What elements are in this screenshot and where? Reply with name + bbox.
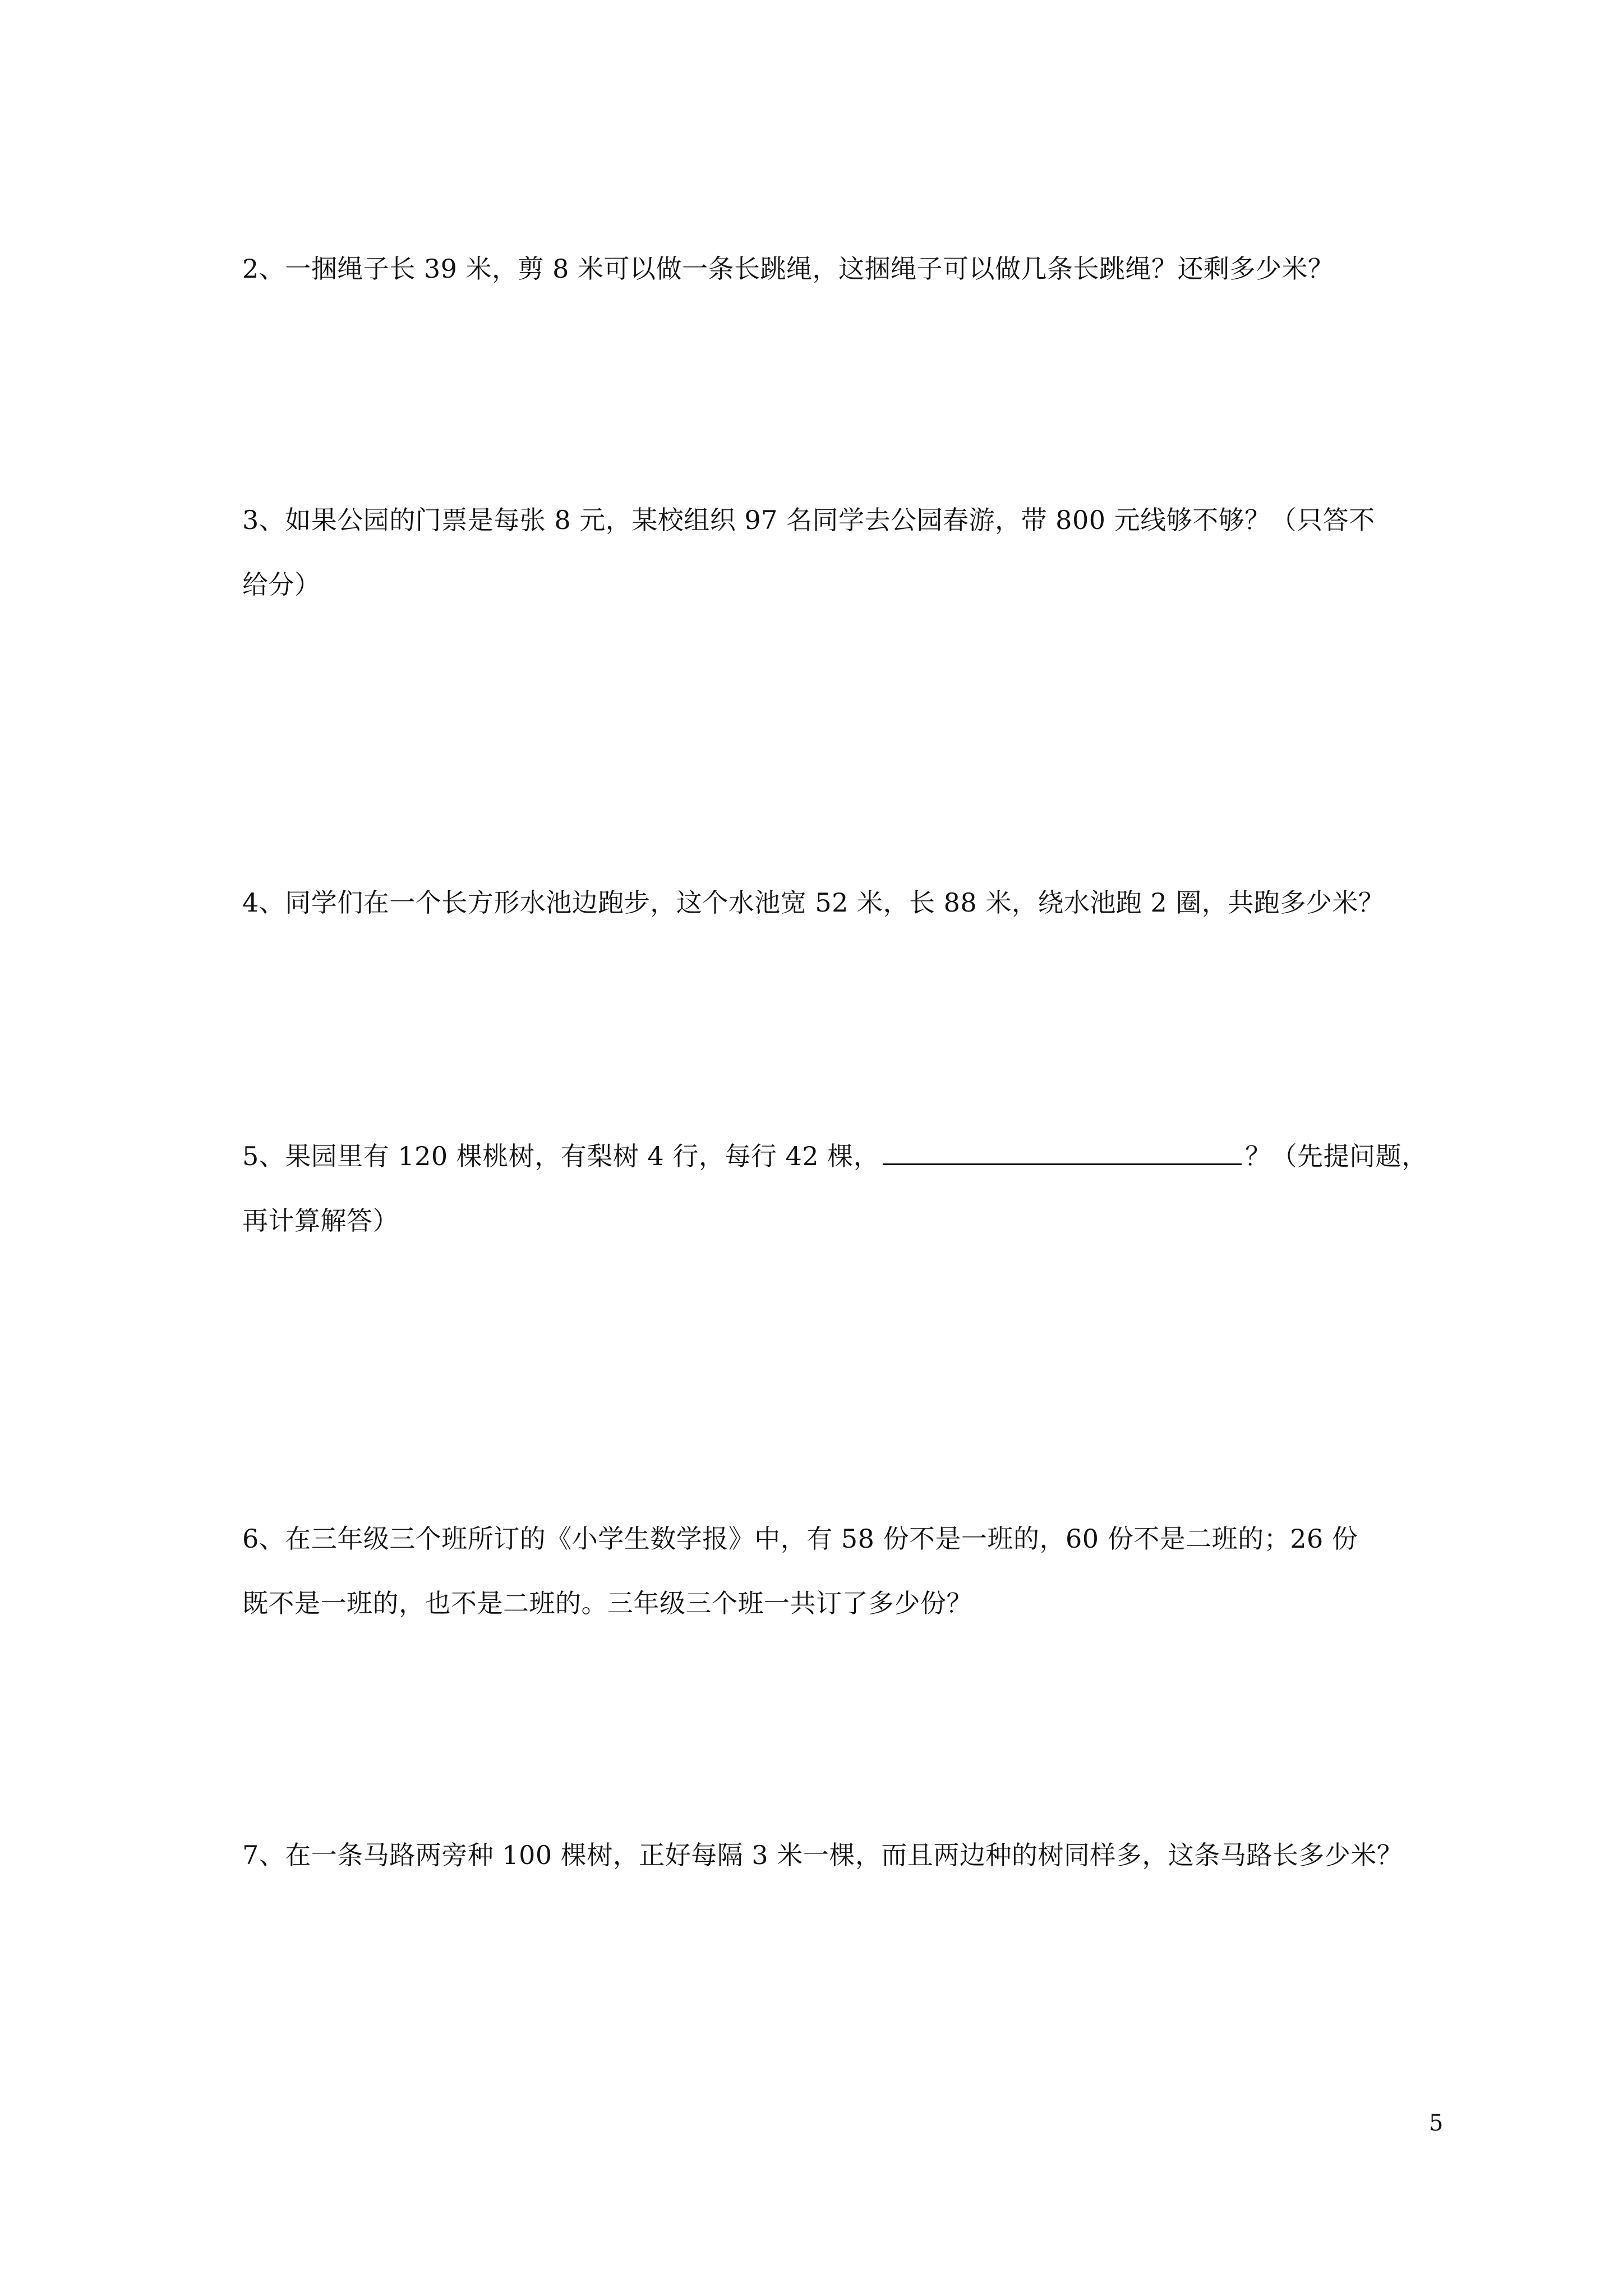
question-5-text-after-blank: ？（先提问题，: [1245, 1141, 1428, 1171]
question-6: [242, 1507, 1459, 1636]
question-4: [242, 871, 1459, 935]
answer-blank[interactable]: [883, 1141, 1242, 1165]
question-2-line-1: 2、一捆绳子长 39 米，剪 8 米可以做一条长跳绳，这捆绳子可以做几条长跳绳？还剩多少米？: [242, 254, 1334, 284]
question-5-text-before-blank: 5、果园里有 120 棵桃树，有梨树 4 行，每行 42 棵，: [242, 1141, 880, 1171]
question-7: [242, 1823, 1459, 1888]
question-6-line-1: 6、在三年级三个班所订的《小学生数学报》中，有 58 份不是一班的，60 份不是二班的；26 份: [242, 1524, 1358, 1554]
question-5-line-1: [242, 1124, 1459, 1189]
question-2: [242, 237, 1459, 301]
question-5: [242, 1124, 1459, 1253]
question-5-line-2: 再计算解答）: [242, 1205, 399, 1236]
question-3-line-1: 3、如果公园的门票是每张 8 元，某校组织 97 名同学去公园春游，带 800 元线够不够？（只答不: [242, 505, 1375, 535]
question-4-line-1: 4、同学们在一个长方形水池边跑步，这个水池宽 52 米，长 88 米，绕水池跑 2 圈，共跑多少米？: [242, 887, 1385, 918]
page-number: 5: [1429, 2110, 1444, 2136]
question-3-line-2: 给分）: [242, 569, 321, 600]
question-6-line-2: 既不是一班的，也不是二班的。三年级三个班一共订了多少份？: [242, 1588, 972, 1618]
question-3: [242, 488, 1459, 617]
question-7-line-1: 7、在一条马路两旁种 100 棵树，正好每隔 3 米一棵，而且两边种的树同样多，这条马路长多少米？: [242, 1840, 1403, 1870]
